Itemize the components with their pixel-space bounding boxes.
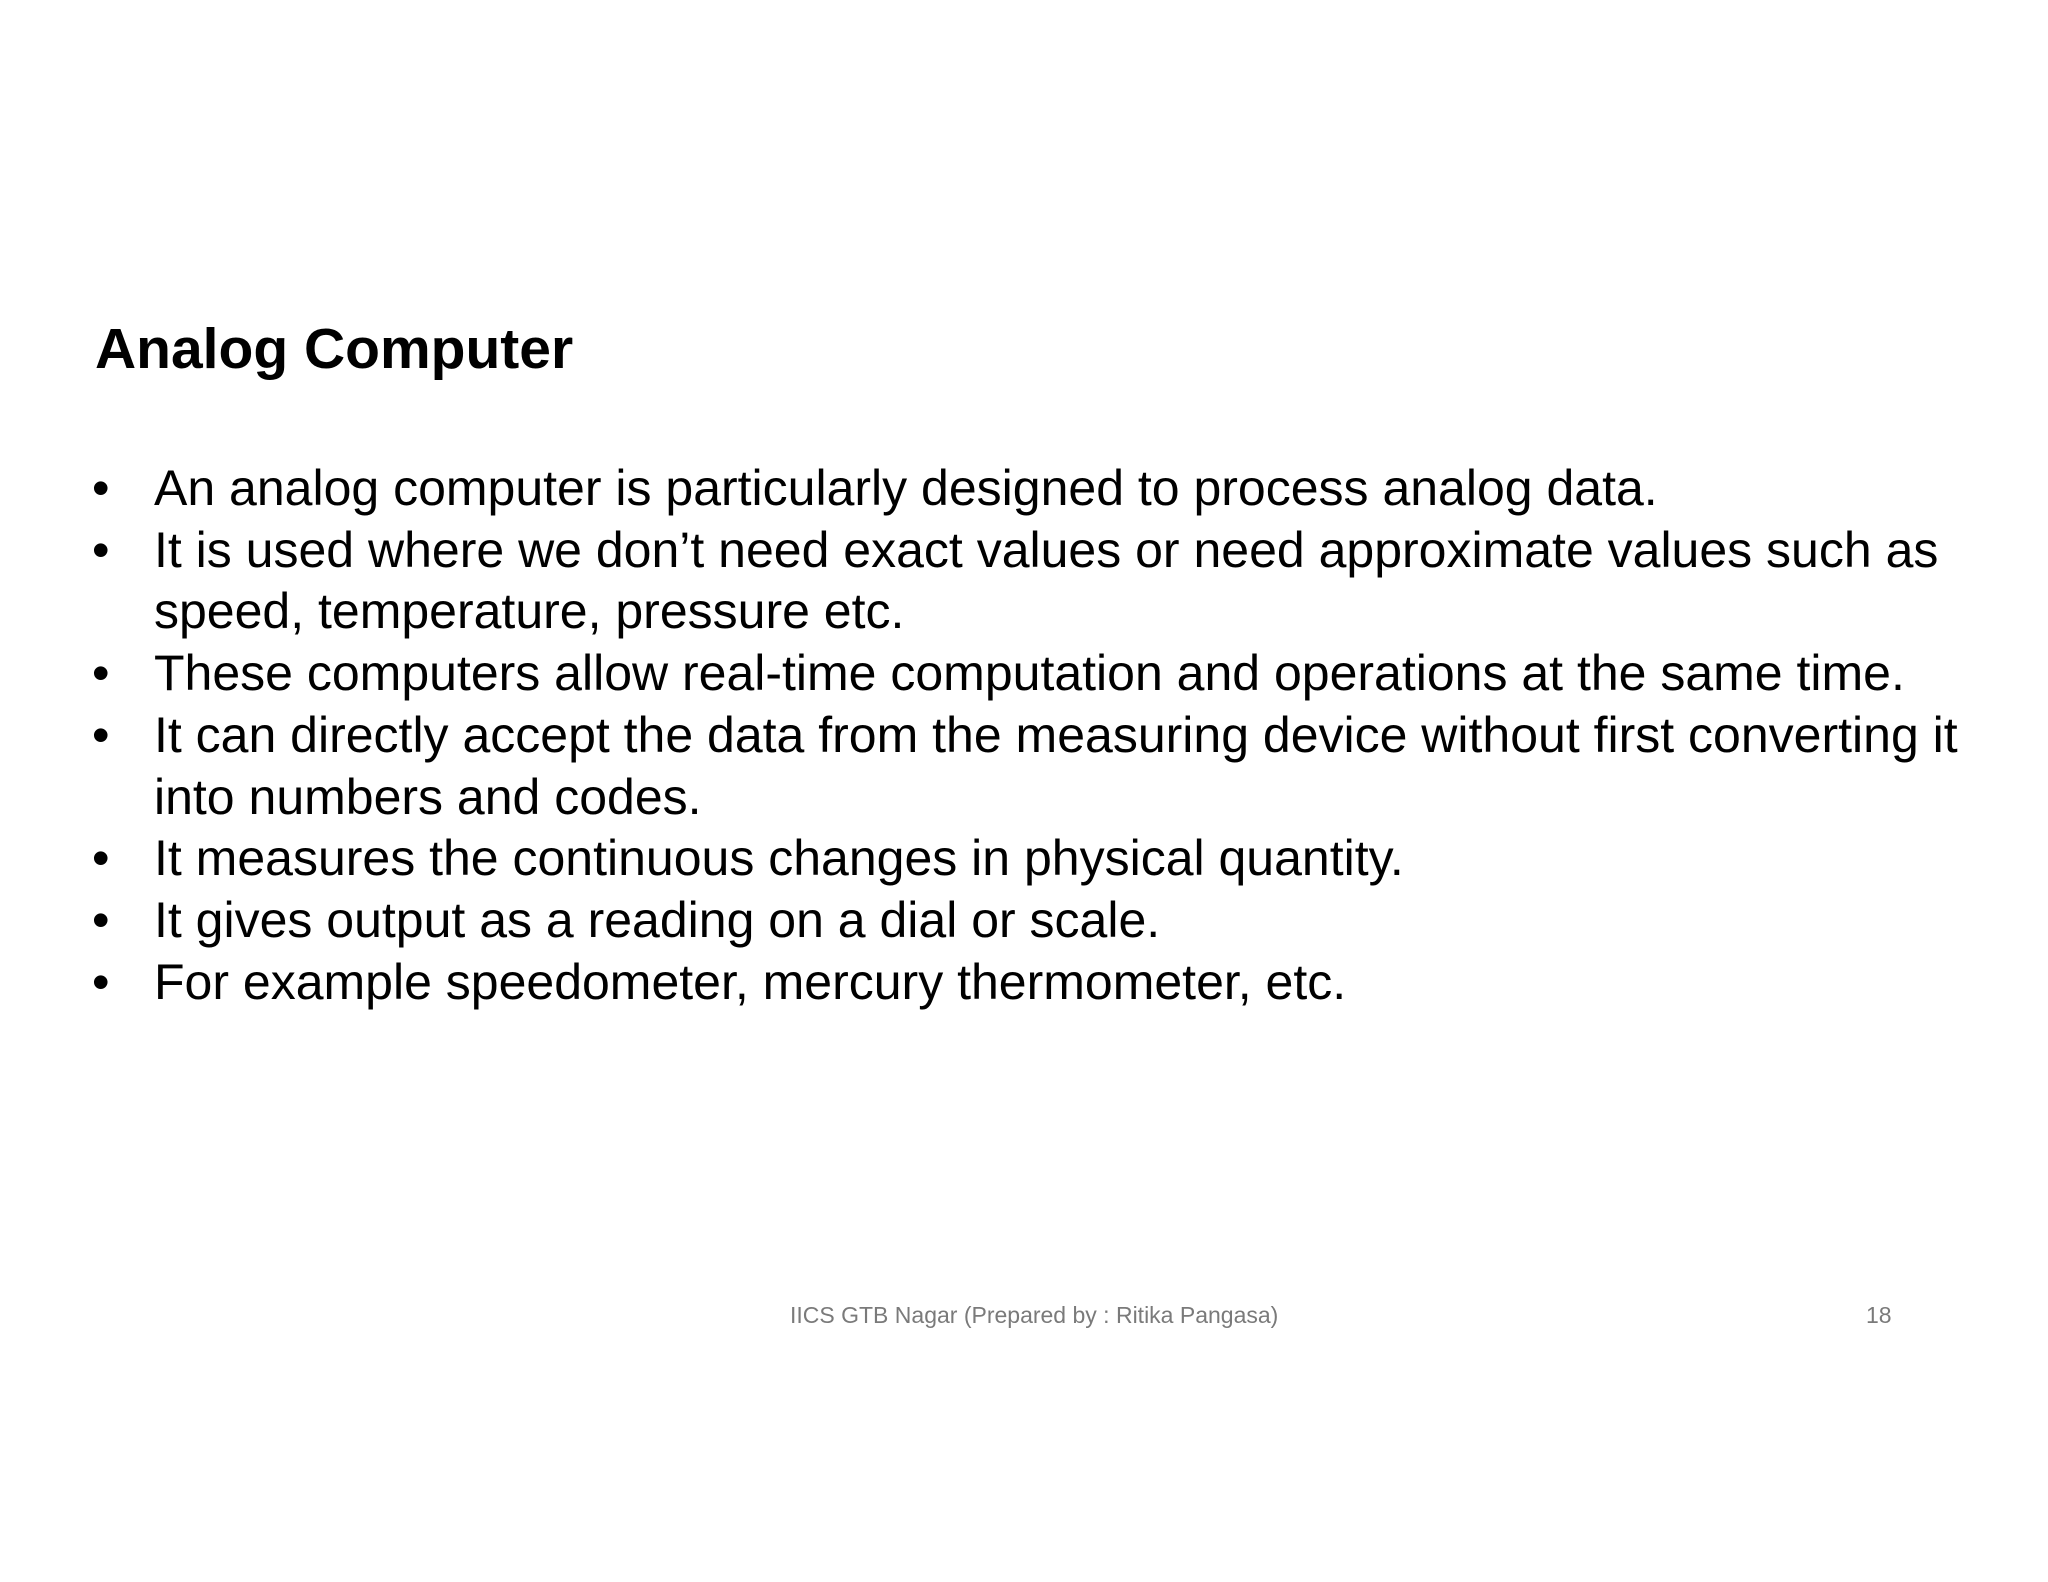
bullet-dot-icon: • — [92, 460, 110, 516]
bullet-dot-icon: • — [92, 645, 110, 702]
footer-text: IICS GTB Nagar (Prepared by : Ritika Pangasa) — [790, 1302, 1279, 1328]
bullet-dot-icon: • — [92, 521, 110, 578]
bullet-item — [92, 828, 2012, 890]
bullet-text: For example speedometer, mercury thermometer, etc. — [154, 953, 1347, 1010]
bullet-text: It gives output as a reading on a dial or scale. — [154, 891, 1161, 948]
bullet-dot-icon: • — [92, 830, 110, 887]
bullet-text: An analog computer is particularly designed to process analog data. — [154, 460, 1658, 516]
bullet-item — [92, 952, 2012, 1014]
bullet-item — [92, 458, 2012, 520]
bullet-dot-icon: • — [92, 706, 110, 763]
page-number: 18 — [1866, 1302, 1892, 1328]
bullet-text: It is used where we don’t need exact values or need approximate values such as speed, temperature, pressure etc. — [154, 521, 1939, 640]
bullet-item — [92, 705, 2012, 828]
bullet-dot-icon: • — [92, 891, 110, 948]
bullet-list — [92, 458, 2012, 1013]
bullet-text: It measures the continuous changes in physical quantity. — [154, 830, 1404, 887]
bullet-text: These computers allow real-time computation and operations at the same time. — [154, 645, 1905, 702]
bullet-item — [92, 643, 2012, 705]
bullet-item — [92, 890, 2012, 952]
bullet-item — [92, 520, 2012, 643]
bullet-dot-icon: • — [92, 953, 110, 1010]
bullet-text: It can directly accept the data from the measuring device without first converting it into numbers and codes. — [154, 706, 1958, 825]
slide-title: Analog Computer — [95, 317, 574, 381]
